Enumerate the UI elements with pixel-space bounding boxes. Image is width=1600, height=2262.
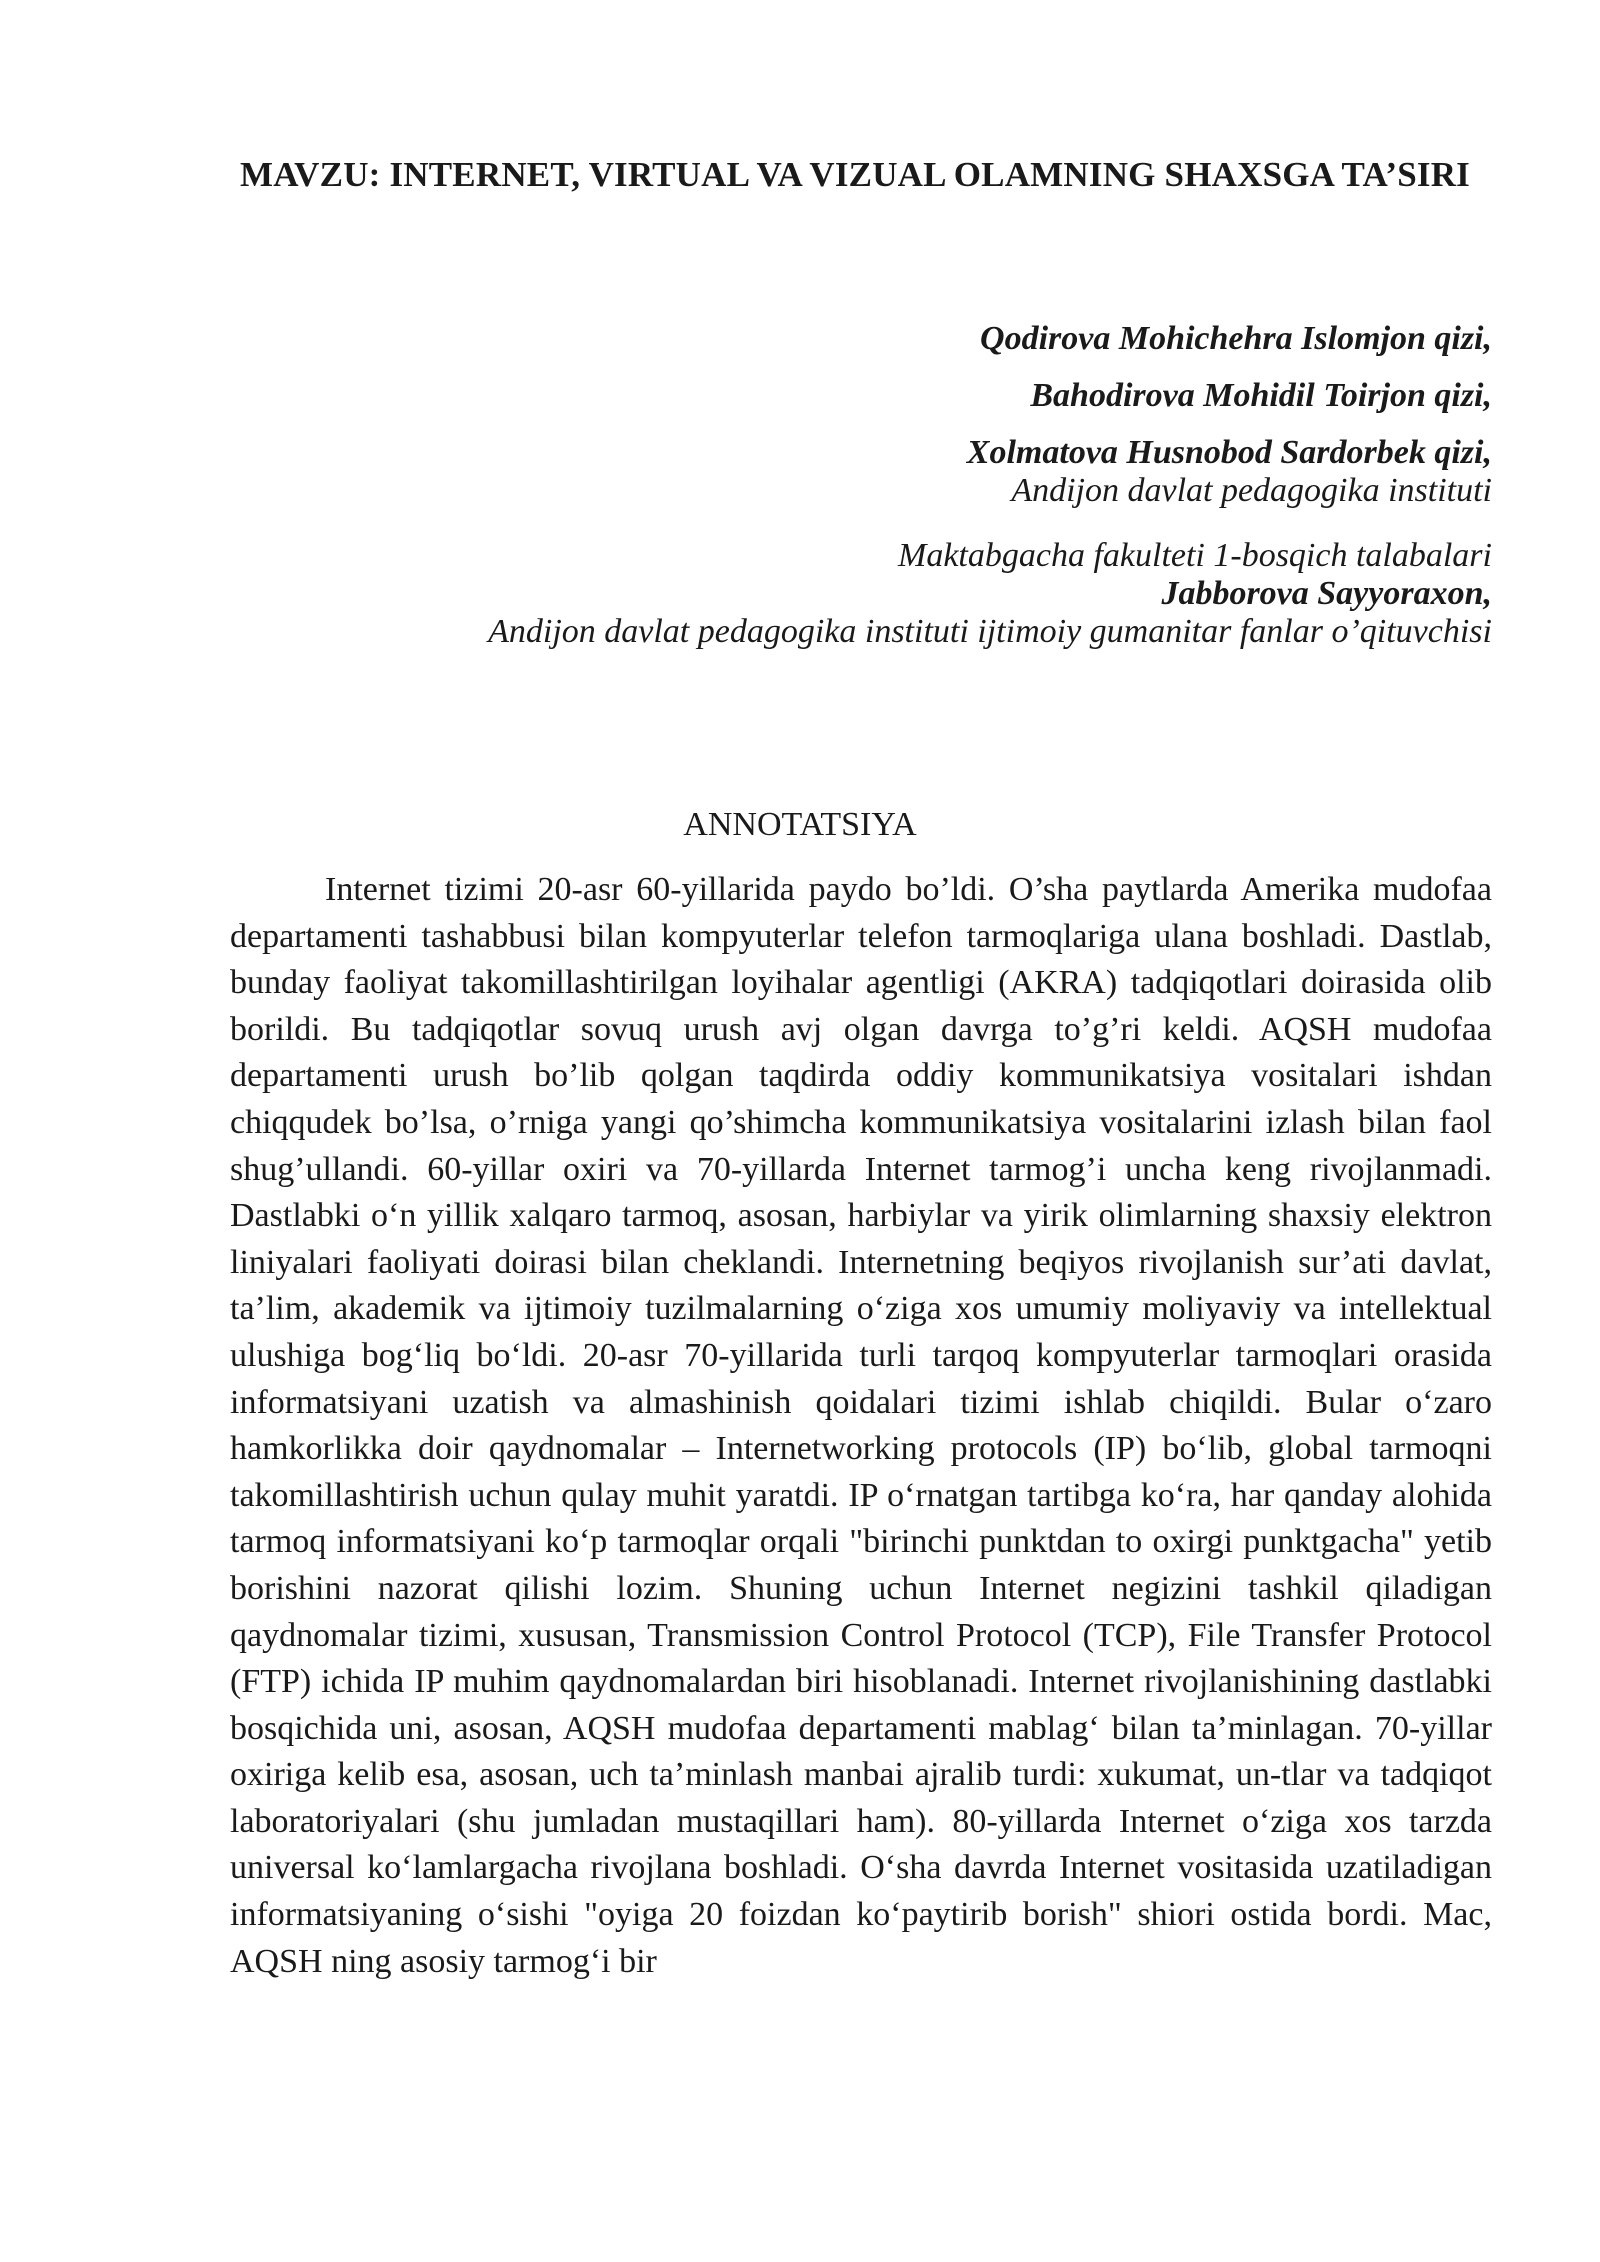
body-paragraph: Internet tizimi 20-asr 60-yillarida paydo bo’ldi. O’sha paytlarda Amerika mudofaa departamenti tashabbusi bilan kompyuterlar telefon tarmoqlariga ulana boshladi. Dastlab, bunday faoliyat takomillashtirilgan loyihalar agentligi (AKRA) tadqiqotlari doirasida olib borildi. Bu tadqiqotlar sovuq urush avj olgan davrga to’g’ri keldi. AQSH mudofaa departamenti urush bo’lib qolgan taqdirda oddiy kommunikatsiya vositalari ishdan chiqqudek bo’lsa, o’rniga yangi qo’shimcha kommunikatsiya vositalarini izlash bilan faol shug’ullandi. 60-yillar oxiri va 70-yillarda Internet tarmog’i uncha keng rivojlanmadi. Dastlabki o‘n yillik xalqaro tarmoq, asosan, harbiylar va yirik olimlarning shaxsiy elektron liniyalari faoliyati doirasi bilan cheklandi. Internetning beqiyos rivojlanish sur’ati davlat, ta’lim, akademik va ijtimoiy tuzilmalarning o‘ziga xos umumiy moliyaviy va intellektual ulushiga bog‘liq bo‘ldi. 20-asr 70-yillarida turli tarqoq kompyuterlar tarmoqlari orasida informatsiyani uzatish va almashinish qoidalari tizimi ishlab chiqildi. Bular o‘zaro hamkorlikka doir qaydnomalar – Internetworking protocols (IP) bo‘lib, global tarmoqni takomillashtirish uchun qulay muhit yaratdi. IP o‘rnatgan tartibga ko‘ra, har qanday alohida tarmoq informatsiyani ko‘p tarmoqlar orqali "birinchi punktdan to oxirgi punktgacha" yetib borishini nazorat qilishi lozim. Shuning uchun Internet negizini tashkil qiladigan qaydnomalar tizimi, xususan, Transmission Control Protocol (TCP), File Transfer Protocol (FTP) ichida IP muhim qaydnomalardan biri hisoblanadi. Internet rivojlanishining dastlabki bosqichida uni, asosan, AQSH mudofaa departamenti mablag‘ bilan ta’minlagan. 70-yillar oxiriga kelib esa, asosan, uch ta’minlash manbai ajralib turdi: xukumat, un-tlar va tadqiqot laboratoriyalari (shu jumladan mustaqillari ham). 80-yillarda Internet o‘ziga xos tarzda universal ko‘lamlargacha rivojlana boshladi. O‘sha davrda Internet vositasida uzatiladigan informatsiyaning o‘sishi "oyiga 20 foizdan ko‘paytirib borish" shiori ostida bordi. Mac, AQSH ning asosiy tarmog‘i bir: [230, 871, 1492, 1980]
author-block: [192, 320, 1492, 651]
section-heading: ANNOTATSIYA: [683, 806, 917, 843]
author-name: Xolmatova Husnobod Sardorbek qizi,: [966, 434, 1492, 471]
annotation-body: [230, 867, 1492, 1985]
author-affiliation: Andijon davlat pedagogika instituti ijtimoiy gumanitar fanlar o’qituvchisi: [488, 613, 1492, 650]
author-name: Qodirova Mohichehra Islomjon qizi,: [980, 320, 1492, 357]
author-affiliation: Andijon davlat pedagogika instituti: [1011, 472, 1492, 509]
document-title: MAVZU: INTERNET, VIRTUAL VA VIZUAL OLAMNING SHAXSGA TA’SIRI: [239, 155, 1471, 194]
author-name: Bahodirova Mohidil Toirjon qizi,: [1030, 377, 1492, 414]
author-affiliation: Maktabgacha fakulteti 1-bosqich talabalari: [898, 537, 1492, 574]
author-name: Jabborova Sayyoraxon,: [1161, 575, 1492, 612]
